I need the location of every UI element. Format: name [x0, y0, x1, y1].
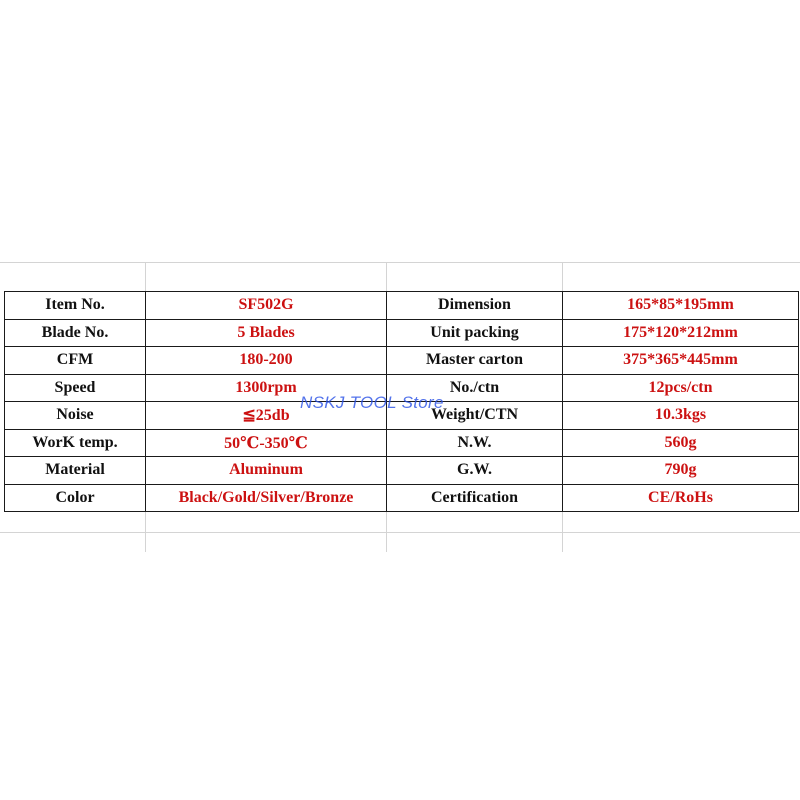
value-cell: 165*85*195mm [563, 292, 799, 320]
table-row [5, 457, 799, 485]
value-cell: 180-200 [146, 347, 387, 375]
label-cell: WorK temp. [5, 429, 146, 457]
label-cell: Speed [5, 374, 146, 402]
value-cell: 790g [563, 457, 799, 485]
spec-table [4, 291, 799, 512]
value-cell: ≦25db [146, 402, 387, 430]
value-cell: 375*365*445mm [563, 347, 799, 375]
value-cell: Aluminum [146, 457, 387, 485]
label-cell: Weight/CTN [387, 402, 563, 430]
gridline [0, 262, 800, 263]
label-cell: Unit packing [387, 319, 563, 347]
value-cell: 50℃-350℃ [146, 429, 387, 457]
value-cell: Black/Gold/Silver/Bronze [146, 484, 387, 512]
table-row [5, 347, 799, 375]
label-cell: Master carton [387, 347, 563, 375]
label-cell: N.W. [387, 429, 563, 457]
label-cell: Item No. [5, 292, 146, 320]
label-cell: No./ctn [387, 374, 563, 402]
value-cell: CE/RoHs [563, 484, 799, 512]
value-cell: 1300rpm [146, 374, 387, 402]
table-row [5, 429, 799, 457]
table-row [5, 484, 799, 512]
label-cell: Material [5, 457, 146, 485]
label-cell: CFM [5, 347, 146, 375]
store-watermark: NSKJ TOOL Store [300, 393, 444, 412]
gridline [0, 532, 800, 533]
value-cell: 560g [563, 429, 799, 457]
table-row [5, 374, 799, 402]
table-row [5, 319, 799, 347]
table-row [5, 292, 799, 320]
label-cell: Dimension [387, 292, 563, 320]
value-cell: 175*120*212mm [563, 319, 799, 347]
value-cell: SF502G [146, 292, 387, 320]
value-cell: 12pcs/ctn [563, 374, 799, 402]
label-cell: Noise [5, 402, 146, 430]
table-row [5, 402, 799, 430]
label-cell: G.W. [387, 457, 563, 485]
value-cell: 5 Blades [146, 319, 387, 347]
label-cell: Color [5, 484, 146, 512]
label-cell: Certification [387, 484, 563, 512]
value-cell: 10.3kgs [563, 402, 799, 430]
label-cell: Blade No. [5, 319, 146, 347]
